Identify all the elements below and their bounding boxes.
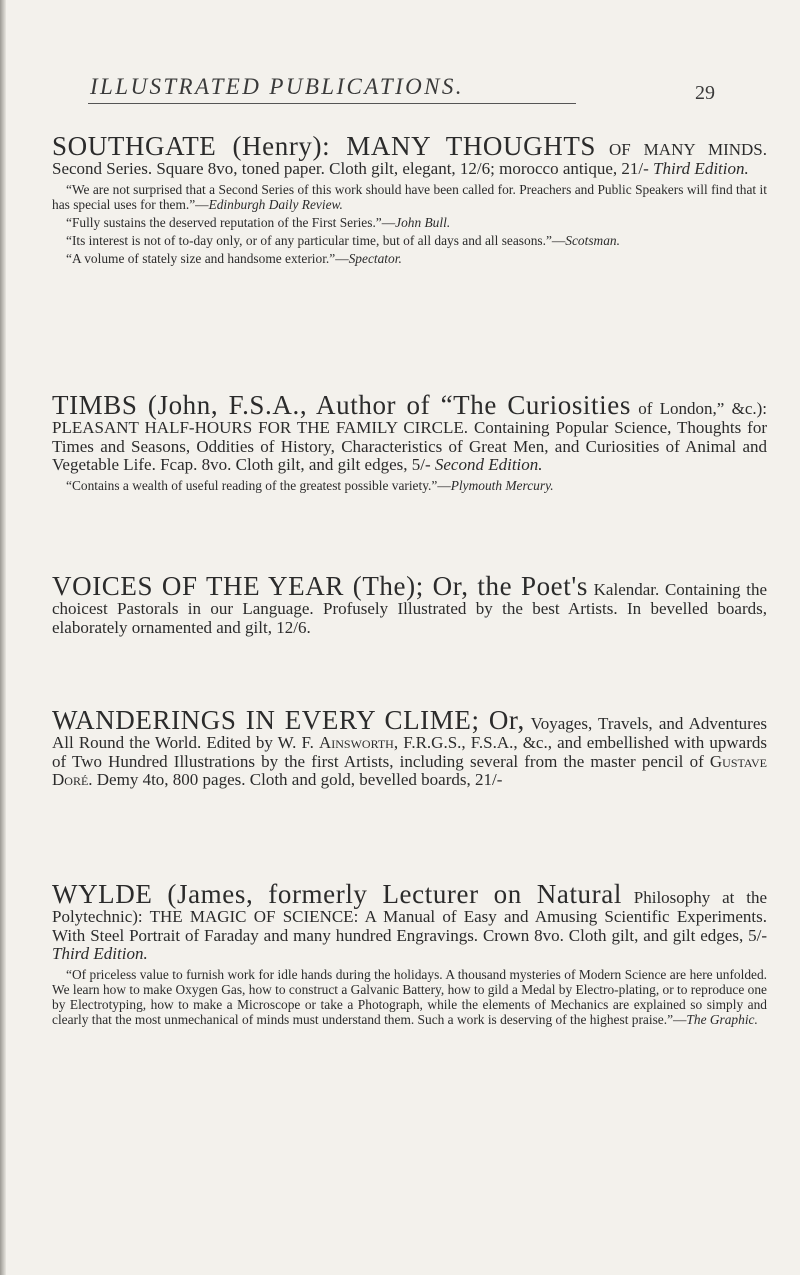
entry-main-text xyxy=(52,880,767,964)
review-quote xyxy=(52,478,767,493)
review-quote xyxy=(52,182,767,212)
entry-edition: Second Edition. xyxy=(434,455,543,474)
entry-body: Kalendar. Containing the choicest Pastorals in our Language. Profusely Illustrated by the best Artists. In bevelled boards, elaborately ornamented and gilt, 12/6. xyxy=(52,580,768,637)
quote-text: “Fully sustains the deserved reputation of the First Series.”— xyxy=(66,214,396,230)
quote-text: “A volume of stately size and handsome exterior.”— xyxy=(66,250,349,266)
header-rule xyxy=(88,103,576,104)
entry-wanderings xyxy=(52,706,767,790)
entry-body: , F.R.G.S., F.S.A., &c., and embellished with upwards of Two Hundred Illustrations by the first Artists, including several from the master pencil of xyxy=(52,733,767,771)
entry-body: of London,” &c.): PLEASANT HALF-HOURS FOR THE FAMILY CIRCLE. Containing Popular Science, Thoughts for Times and Seasons, Oddities of History, Characteristics of Great Men, and Curiosities of Animal and Vegetable Life. Fcap. 8vo. Cloth gilt, and gilt edges, 5/- xyxy=(52,399,768,474)
entry-southgate xyxy=(52,132,767,266)
entry-main-text xyxy=(52,706,767,790)
entry-voices-of-the-year xyxy=(52,572,767,637)
review-quote xyxy=(52,233,767,248)
quote-source: Scotsman. xyxy=(565,232,620,248)
quote-source: Plymouth Mercury. xyxy=(450,477,554,493)
quote-text: “Its interest is not of to-day only, or of any particular time, but of all days and all seasons.”— xyxy=(66,232,566,248)
entry-heading: WYLDE (James, formerly Lecturer on Natural xyxy=(52,879,622,909)
entry-main-text xyxy=(52,391,767,475)
quote-text: “Of priceless value to furnish work for idle hands during the holidays. A thousand mysteries of Modern Science are here unfolded. We learn how to make Oxygen Gas, how to construct a Galvanic Battery, how to gild a Medal by Electro-plating, or to reproduce one by Electrotyping, how to make a Microscope or take a Photograph, while the elements of Mechanics are explained so simply and clearly that the most unmechanical of minds must understand them. Such a work is deserving of the highest praise.”— xyxy=(52,966,767,1027)
entry-body: . Demy 4to, 800 pages. Cloth and gold, bevelled boards, 21/- xyxy=(88,770,503,789)
entry-heading: SOUTHGATE (Henry): MANY THOUGHTS xyxy=(52,131,597,161)
quote-source: Spectator. xyxy=(348,250,402,266)
review-quote xyxy=(52,967,767,1027)
running-head-title: ILLUSTRATED PUBLICATIONS. xyxy=(90,74,464,99)
page-number: 29 xyxy=(695,82,715,104)
artist-name: Gustave Doré xyxy=(52,751,767,789)
entry-body: Voyages, Travels, and Adventures All Round the World. Edited by W. F. xyxy=(52,714,767,752)
entry-heading: VOICES OF THE YEAR (The); Or, the Poet's xyxy=(52,571,588,601)
entry-heading: TIMBS (John, F.S.A., Author of “The Curiosities xyxy=(52,390,631,420)
entry-edition: Third Edition. xyxy=(653,159,749,178)
entry-heading: WANDERINGS IN EVERY CLIME; Or, xyxy=(52,705,525,735)
entry-main-text xyxy=(52,132,767,179)
review-quote xyxy=(52,215,767,230)
quote-source: John Bull. xyxy=(395,214,451,230)
entry-timbs xyxy=(52,391,767,493)
entry-body: OF MANY MINDS. Second Series. Square 8vo, toned paper. Cloth gilt, elegant, 12/6; morocco antique, 21/- xyxy=(52,140,767,178)
quote-source: Edinburgh Daily Review. xyxy=(208,196,343,212)
quote-text: “We are not surprised that a Second Series of this work should have been called for. Preachers and Public Speakers will find that it has special uses for them.”— xyxy=(52,181,767,212)
review-quote xyxy=(52,251,767,266)
editor-name: Ainsworth xyxy=(318,733,394,752)
quote-source: The Graphic. xyxy=(686,1011,758,1027)
entry-edition: Third Edition. xyxy=(52,944,148,963)
page-edge-shadow xyxy=(0,0,6,1275)
entry-wylde xyxy=(52,880,767,1027)
entry-main-text xyxy=(52,572,767,637)
running-head xyxy=(90,74,715,106)
entry-body: Philosophy at the Polytechnic): THE MAGIC OF SCIENCE: A Manual of Easy and Amusing Scientific Experiments. With Steel Portrait of Faraday and many hundred Engravings. Crown 8vo. Cloth gilt, and gilt edges, 5/- xyxy=(52,888,767,945)
quote-text: “Contains a wealth of useful reading of the greatest possible variety.”— xyxy=(66,477,451,493)
